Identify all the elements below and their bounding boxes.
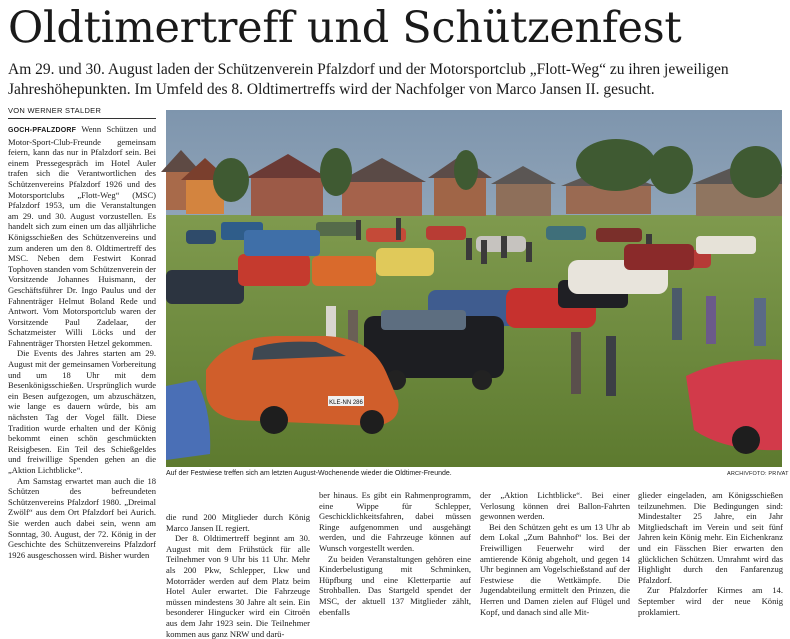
photo-credit: ARCHIVFOTO: PRIVAT [727, 471, 789, 477]
subheadline: Am 29. und 30. August laden der Schützenverein Pfalzdorf und der Motorsportclub „Flott-Weg“ zu ihren jeweiligen Jahreshöhepunkten. Im Umfeld des 8. Oldtimertreffs wird der Nachfolger von Marco Jansen II. gesucht. [8, 61, 729, 98]
article-column-5 [638, 490, 783, 632]
paragraph-text: Wenn Schützen und Motor-Sport-Club-Freunde gemeinsam feiern, kann das nur in Pfalzdorf sein. Bei einem Pressegespräch im Hotel Auler trafen sich die Verantwortlichen des Schützenvereins Pfalzdorf 1926 und des Motorsportclubs „Flott-Weg“ (MSC) Pfalzdorf 1953, um die Veranstaltungen am 29. und 30. August vorzustellen. Es handelt sich zum einen um das alljährliche Königsschießen des Schützenvereins und zum anderen um den 8. Oldtimertreff des MSC. Neben dem Festwirt Konrad Tophoven standen vom Schützenverein der Vorsitzende Johannes Huismann, der Geschäftsführer Dr. Ingo Paulus und der Fahnenträger Helmut Boland Rede und Antwort. Vom Motorsportclub waren der Vorsitzende Paul Zadelaar, der Schatzmeister Willi Löcks und der Fahnenträger Thorsten Hetzel gekommen. [8, 124, 156, 348]
photo-caption: Auf der Festwiese treffen sich am letzten August-Wochenende wieder die Oldtimer-Freunde. [166, 470, 452, 477]
byline-rule [8, 118, 156, 119]
dateline: GOCH-PFALZDORF [8, 127, 77, 134]
oldtimer-meadow-photo [166, 110, 782, 467]
paragraph: Bei den Schützen geht es um 13 Uhr ab dem Lokal „Zum Bahnhof“ los. Bei der Freiwilligen Feuerwehr wird der amtierende König abgeholt, und gegen 14 Uhr beginnen am Vogelschießstand auf der Festwiese die Wettkämpfe. Die Jugendabteilung ermittelt den Prinzen, die Herren und Damen zielen auf Flügel und Kopf, und danach sind alle Mit- [480, 521, 630, 617]
orange-car [206, 336, 399, 434]
paragraph [8, 124, 156, 348]
paragraph: Zu beiden Veranstaltungen gehören eine Kinderbelustigung mit Schminken, Hüpfburg und eine Kletterpartie auf Strohballen. Das Startgeld spendet der MSC, der aktuell 137 Mitglieder zählt, ebenfalls [319, 553, 471, 617]
paragraph: Zur Pfalzdorfer Kirmes am 14. September wird der neue König proklamiert. [638, 585, 783, 617]
article-column-1 [8, 124, 156, 632]
headline: Oldtimertreff und Schützenfest [8, 3, 682, 53]
article-column-2 [166, 512, 310, 639]
paragraph: ber hinaus. Es gibt ein Rahmenprogramm, eine Wippe für Schlepper, Geschicklichkeitsfahren, dabei müssen Ringe aufgenommen und ausgehängt werden, und die Fahrzeuge können auf Wunsch vorgestellt werden. [319, 490, 471, 553]
paragraph: die rund 200 Mitglieder durch König Marco Jansen II. regiert. [166, 512, 310, 533]
license-plate: KLE-NN 286 [329, 400, 363, 406]
byline: VON WERNER STALDER [8, 106, 102, 115]
paragraph: glieder eingeladen, am Königsschießen teilzunehmen. Die Bedingungen sind: Mindestalter 25 Jahre, ein Jahr Mitgliedschaft im Verein und seit fünf Jahren kein König mehr. Ein Eichenkranz und ein Fässchen Bier erwarten den glücklichen Schützen. Umrahmt wird das Highlight durch den Fanfarenzug Pfalzdorf. [638, 490, 783, 585]
article-column-3 [319, 490, 471, 632]
paragraph: Der 8. Oldtimertreff beginnt am 30. August mit dem Frühstück für alle Teilnehmer von 9 Uhr bis 11 Uhr. Mehr als 200 Pkw, Schlepper, Lkw und Motorräder werden auf dem Platz beim Hotel Auler erwartet. Die Fahrzeuge müssen mindestens 30 Jahre alt sein. Ein besonderer Hingucker wird ein Citroën aus dem Jahr 1923 sein. Die Teilnehmer kommen aus ganz NRW und darü- [166, 533, 310, 639]
article-photo [166, 110, 782, 467]
paragraph: Die Events des Jahres starten am 29. August mit der gemeinsamen Vorbereitung und um 18 Uhr mit dem Besenkönigsschießen. Ursprünglich wurde ein Besen aufgezogen, um abzuschätzen, wie lange es dauern würde, bis am nächsten Tag der Vogel fällt. Diese Tradition wurde erhalten und der König bekommt einen schön geschmückten Reisigbesen. Ein Teil des Schießgeldes und freiwillige Spenden gehen an die „Aktion Lichtblicke“. [8, 348, 156, 475]
paragraph: der „Aktion Lichtblicke“. Bei einer Verlosung können drei Ballon-Fahrten gewonnen werden. [480, 490, 630, 522]
article-column-4 [480, 490, 630, 632]
paragraph: Am Samstag erwartet man auch die 18 Schützen des befreundeten Schützenvereins Pfalzdorf 1980. „Dreimal Zwölf“ aus dem Ort Pfalzdorf bei Aurich. Sie werden auch dabei sein, wenn am Sonntag, 30. August, der 72. König in der Geschichte des Schützenvereins Pfalzdorf 1926 ausgeschossen wird. Bisher wurden [8, 475, 156, 560]
